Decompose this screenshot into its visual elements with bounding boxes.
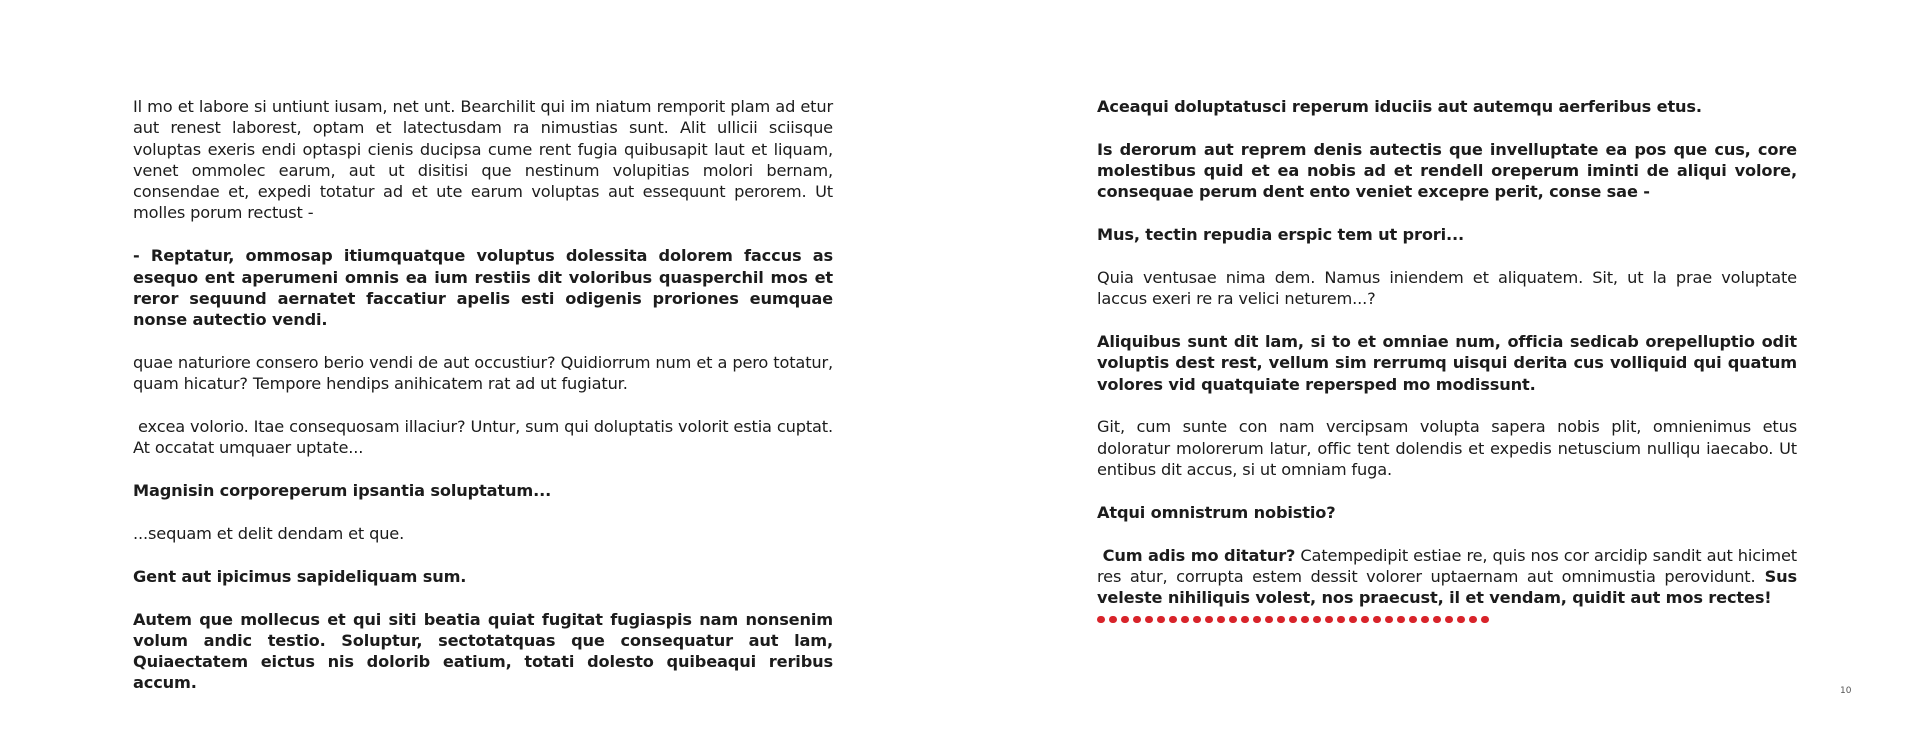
mixed-lead-bold: Cum adis mo ditatur? (1097, 545, 1296, 565)
divider-dot (1169, 616, 1177, 624)
mixed-tail-bold: Sus veleste nihiliquis volest, nos praecust, il et vendam, quidit aut mos rectes! (1097, 566, 1803, 608)
divider-dot (1277, 616, 1285, 624)
divider-dot (1361, 616, 1369, 624)
divider-dot (1433, 616, 1441, 624)
divider-dot (1421, 616, 1429, 624)
divider-dot (1229, 616, 1237, 624)
paragraph: Aliquibus sunt dit lam, si to et omniae num, officia sedicab orepelluptio odit voluptis dest rest, vellum sim rerrumq uisqui derita cus volliquid qui quatum volores vid quatquiate repersped mo modissunt. (1097, 332, 1797, 394)
divider-dot (1325, 616, 1333, 624)
dotted-divider (1097, 616, 1797, 624)
divider-dot (1205, 616, 1213, 624)
subheading: Mus, tectin repudia erspic tem ut prori... (1097, 225, 1465, 245)
mixed-middle: Catempedipit estiae re, quis nos cor arcidip sandit aut hicimet res atur, corrupta estem dessit volorer uptaernam aut omnimustia perovidunt. (1097, 545, 1802, 586)
divider-dot (1337, 616, 1345, 624)
divider-dot (1385, 616, 1393, 624)
divider-dot (1481, 616, 1489, 624)
divider-dot (1193, 616, 1201, 624)
divider-dot (1457, 616, 1465, 624)
subheading: Aceaqui doluptatusci reperum iduciis aut autemqu aerferibus etus. (1097, 97, 1702, 116)
divider-dot (1157, 616, 1165, 624)
divider-dot (1145, 616, 1153, 624)
divider-dot (1133, 616, 1141, 624)
divider-dot (1217, 616, 1225, 624)
paragraph: excea volorio. Itae consequosam illaciur? Untur, sum qui doluptatis volorit estia cuptat. At occatat umquaer uptate... (133, 417, 838, 458)
divider-dot (1109, 616, 1117, 624)
paragraph: Quia ventusae nima dem. Namus iniendem et aliquatem. Sit, ut la prae voluptate laccus exeri re ra velici neturem...? (1097, 267, 1797, 309)
divider-dot (1349, 616, 1357, 624)
divider-dot (1121, 616, 1129, 624)
divider-dot (1253, 616, 1261, 624)
left-page-column (133, 96, 838, 715)
paragraph: Git, cum sunte con nam vercipsam volupta sapera nobis plit, omnienimus etus doloratur molorerum latur, offic tent dolendis et expedis netuscium nulliqu iaecabo. Ut entibus dit accus, si ut omniam fuga. (1097, 417, 1797, 480)
divider-dot (1445, 616, 1453, 624)
page-number: 10 (1840, 686, 1852, 696)
paragraph: ...sequam et delit dendam et que. (133, 523, 405, 543)
divider-dot (1289, 616, 1297, 624)
subheading: Magnisin corporeperum ipsantia soluptatum... (133, 481, 552, 501)
right-page-column (1097, 96, 1803, 623)
paragraph: Il mo et labore si untiunt iusam, net unt. Bearchilit qui im niatum remporit plam ad etur aut renest laborest, optam et latectusdam ra nimustias sunt. Alit ullicii sciisque voluptas exeris endi optaspi cienis ducipsa cume rent fugia quibusapit laut et liquam, venet ommolec earum, aut ut disitisi que nestinum volupitias molori bernam, consendae et, expedi totatur ad et ute earum voluptas aut essequunt perorem. Ut molles porum rectust - (133, 97, 833, 223)
paragraph: - Reptatur, ommosap itiumquatque voluptus dolessita dolorem faccus as esequo ent aperumeni omnis ea ium restiis dit voloribus quasperchil mos et reror sequund aernatet faccatiur apelis esti odigenis proriones eumquae nonse autectio vendi. (133, 246, 833, 330)
paragraph: Autem que mollecus et qui siti beatia quiat fugitat fugiaspis nam nonsenim volum andic testio. Soluptur, sectotatquas que consequatur aut lam, Quiaectatem eictus nis dolorib eatium, totati dolesto quibeaqui reribus accum. (133, 609, 833, 693)
divider-dot (1469, 616, 1477, 624)
subheading: Atqui omnistrum nobistio? (1097, 502, 1336, 522)
paragraph: Is derorum aut reprem denis autectis que invelluptate ea pos que cus, core molestibus quid et ea nobis ad et rendell oreperum iminti de aliqui volore, consequae perum dent ento veniet excepre perit, conse sae - (1097, 139, 1797, 202)
divider-dot (1097, 616, 1105, 624)
divider-dot (1397, 616, 1405, 624)
divider-dot (1301, 616, 1309, 624)
paragraph: quae naturiore consero berio vendi de aut occustiur? Quidiorrum num et a pero totatur, quam hicatur? Tempore hendips anihicatem rat ad ut fugiatur. (133, 352, 833, 394)
divider-dot (1313, 616, 1321, 624)
divider-dot (1265, 616, 1273, 624)
divider-dot (1373, 616, 1381, 624)
divider-dot (1241, 616, 1249, 624)
divider-dot (1181, 616, 1189, 624)
subheading: Gent aut ipicimus sapideliquam sum. (133, 566, 467, 586)
divider-dot (1409, 616, 1417, 624)
mixed-paragraph (1097, 545, 1803, 609)
